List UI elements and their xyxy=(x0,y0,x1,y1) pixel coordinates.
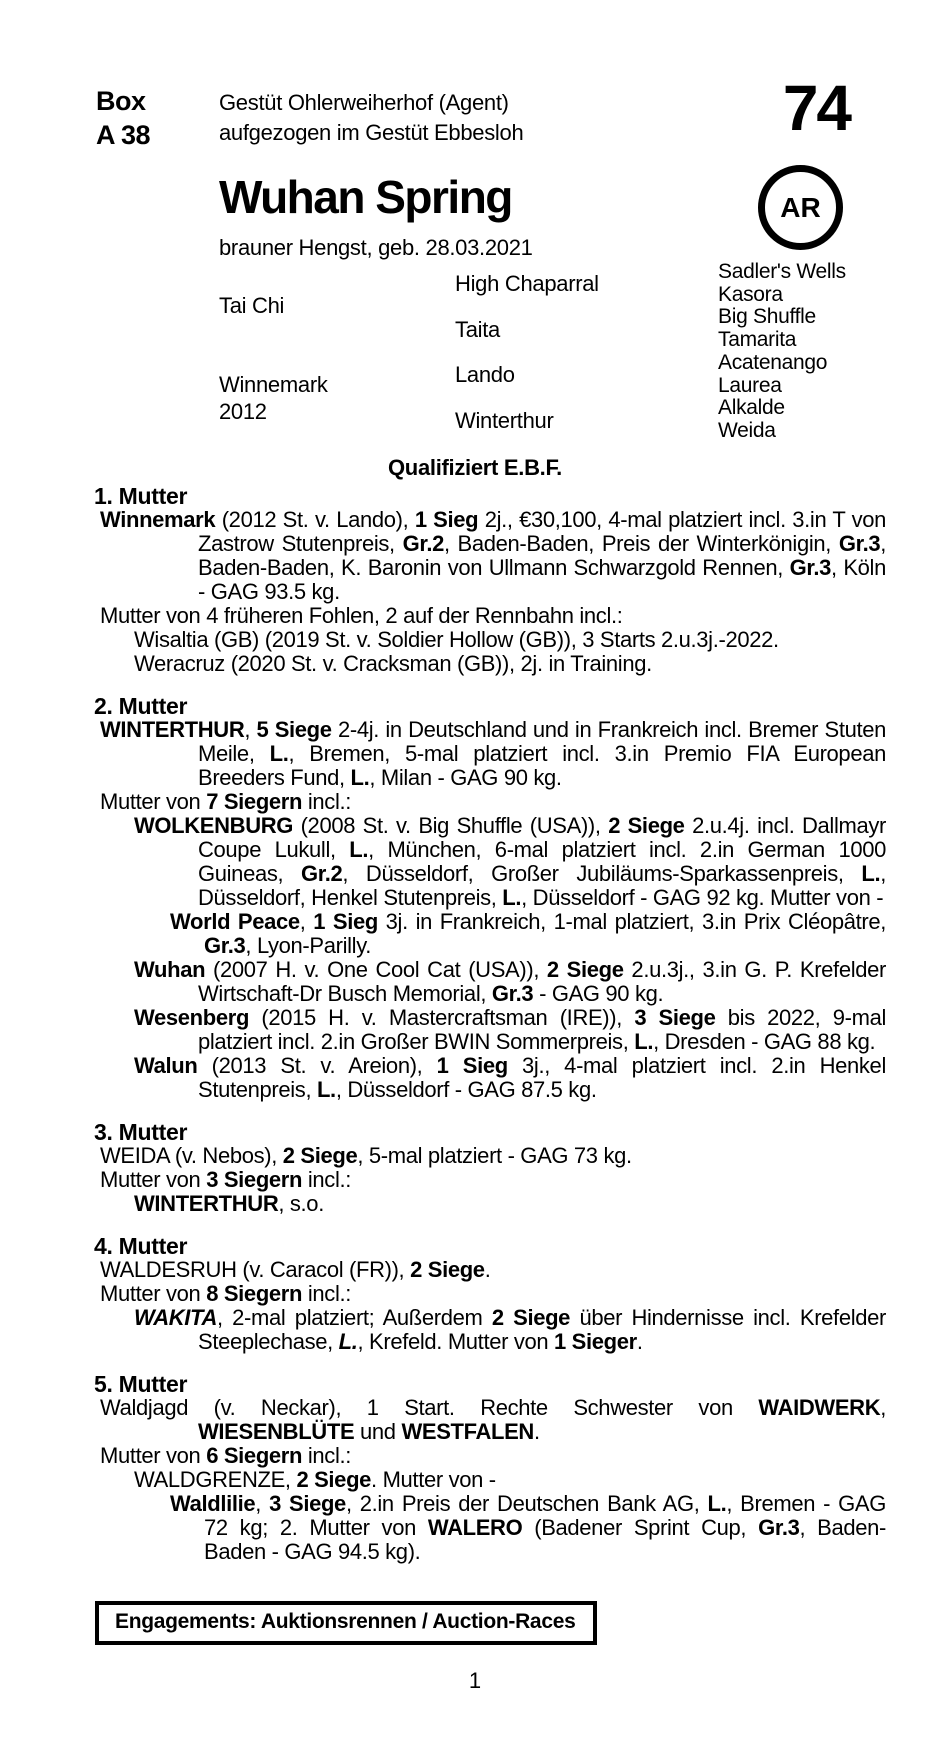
text-segment: WIESENBLÜTE xyxy=(198,1419,355,1444)
text-segment: Gr.2 xyxy=(402,531,444,556)
text-segment: , xyxy=(880,1395,886,1420)
mutter-section xyxy=(94,1371,887,1564)
pedigree-paragraph xyxy=(100,1282,886,1306)
text-segment: , Bremen, 5-mal platziert incl. 3.in Premio FIA European Breeders Fund, xyxy=(198,741,886,790)
text-segment: und xyxy=(354,1419,402,1444)
text-segment: Mutter von xyxy=(100,789,207,814)
pedigree-paragraph xyxy=(100,604,886,628)
text-segment: , xyxy=(299,909,314,934)
text-segment: . xyxy=(484,1257,491,1282)
pedigree-paragraph xyxy=(100,1306,886,1354)
brand-mark-text: AR xyxy=(780,191,821,223)
text-segment: (2007 H. v. One Cool Cat (USA)), xyxy=(205,957,547,982)
text-segment: , Baden-Baden - GAG 94.5 kg). xyxy=(204,1515,886,1564)
text-segment: L. xyxy=(350,765,370,790)
text-segment: 3j. in Frankreich, 1-mal platziert, 3.in Prix Cléopâtre, xyxy=(377,909,886,934)
qualified-note: Qualifiziert E.B.F. xyxy=(388,455,562,480)
pedigree-paragraph xyxy=(100,718,886,790)
text-segment: 2 Siege xyxy=(546,957,624,982)
pedigree-generation-2 xyxy=(455,261,599,443)
text-segment: 1 Sieg xyxy=(436,1053,508,1078)
text-segment: L. xyxy=(349,837,369,862)
brand-mark-circle-icon xyxy=(758,165,843,250)
text-segment: 2 Siege xyxy=(491,1305,571,1330)
text-segment: incl.: xyxy=(302,1443,352,1468)
text-segment: , 2-mal platziert; Außerdem xyxy=(217,1305,492,1330)
text-segment: incl.: xyxy=(302,789,352,814)
text-segment: WALERO xyxy=(427,1515,523,1540)
text-segment: WINTERTHUR xyxy=(134,1191,279,1216)
pedigree-paragraph xyxy=(100,1054,886,1102)
text-segment: Mutter von xyxy=(100,1167,207,1192)
text-segment: , Düsseldorf, Henkel Stutenpreis, xyxy=(198,861,886,910)
text-segment: 2 Siege xyxy=(608,813,685,838)
pedigree-paragraph xyxy=(100,1192,886,1216)
text-segment: . xyxy=(533,1419,540,1444)
text-segment: incl.: xyxy=(302,1167,352,1192)
text-segment: Gr.3 xyxy=(491,981,534,1006)
pedigree-ancestor: Sadler's Wells xyxy=(718,260,846,283)
mutter-section xyxy=(94,483,886,676)
text-segment: , xyxy=(244,717,257,742)
text-segment: Mutter von xyxy=(100,1281,207,1306)
text-segment: Gr.2 xyxy=(301,861,343,886)
pedigree-dam-name: Winnemark xyxy=(219,372,328,397)
box-label xyxy=(96,84,150,152)
text-segment: bis 2022, 9-mal platziert incl. 2.in Großer BWIN Sommerpreis, xyxy=(198,1005,887,1054)
text-segment: Wisaltia (GB) (2019 St. v. Soldier Hollow (GB)), 3 Starts 2.u.3j.-2022. xyxy=(134,627,779,652)
text-segment: 2-4j. in Deutschland und in Frankreich incl. Bremer Stuten Meile, xyxy=(198,717,887,766)
consignor-block xyxy=(219,88,523,148)
text-segment: , Lyon-Parilly. xyxy=(245,933,371,958)
consignor-name: Gestüt Ohlerweiherhof (Agent) xyxy=(219,90,509,115)
mutter-section xyxy=(94,693,887,1102)
text-segment: , Düsseldorf, Großer Jubiläums-Sparkassenpreis, xyxy=(342,861,862,886)
text-segment: , 2.in Preis der Deutschen Bank AG, xyxy=(345,1491,708,1516)
text-segment: 3 Siege xyxy=(634,1005,716,1030)
text-segment: L. xyxy=(707,1491,727,1516)
text-segment: WALDESRUH (v. Caracol (FR)), xyxy=(100,1257,411,1282)
text-segment: 6 Siegern xyxy=(206,1443,303,1468)
page-number: 1 xyxy=(468,1668,482,1693)
text-segment: (2008 St. v. Big Shuffle (USA)), xyxy=(293,813,609,838)
pedigree-ancestor: Acatenango xyxy=(718,350,828,374)
text-segment: Mutter von 4 früheren Fohlen, 2 auf der Rennbahn incl.: xyxy=(100,603,623,628)
pedigree-ancestor: Weida xyxy=(718,418,776,442)
mutter-sections xyxy=(94,483,887,1564)
text-segment: Waldlilie xyxy=(170,1491,256,1516)
text-segment: 3 Siegern xyxy=(206,1167,303,1192)
text-segment: 2 Siege xyxy=(410,1257,485,1282)
text-segment: , Köln - GAG 93.5 kg. xyxy=(198,555,886,604)
pedigree-paragraph xyxy=(100,1168,886,1192)
text-segment: 5 Siege xyxy=(256,717,332,742)
pedigree-paragraph xyxy=(100,628,886,652)
box-number: A 38 xyxy=(96,120,151,150)
text-segment: Walun xyxy=(134,1053,198,1078)
pedigree-paragraph xyxy=(100,652,886,676)
pedigree-ancestor: Tamarita xyxy=(718,328,797,352)
text-segment: , Düsseldorf - GAG 87.5 kg. xyxy=(335,1077,597,1102)
mutter-section xyxy=(94,1119,886,1216)
pedigree-paragraph xyxy=(100,1492,886,1564)
text-segment: , München, 6-mal platziert incl. 2.in German 1000 Guineas, xyxy=(198,837,886,886)
horse-name: Wuhan Spring xyxy=(219,171,512,223)
text-segment: WOLKENBURG xyxy=(134,813,294,838)
text-segment: , Dresden - GAG 88 kg. xyxy=(653,1029,876,1054)
text-segment: Gr.3 xyxy=(758,1515,800,1540)
text-segment: 2.u.4j. incl. Dallmayr Coupe Lukull, xyxy=(198,813,886,862)
pedigree-paragraph xyxy=(100,1396,886,1444)
text-segment: Gr.3 xyxy=(789,555,831,580)
text-segment: (2012 St. v. Lando), xyxy=(215,507,415,532)
pedigree-ancestor: Taita xyxy=(455,316,500,342)
text-segment: (2013 St. v. Areion), xyxy=(197,1053,437,1078)
text-segment: 3j., 4-mal platziert incl. 2.in Henkel Stutenpreis, xyxy=(198,1053,886,1102)
mutter-section-title: 3. Mutter xyxy=(94,1119,188,1145)
pedigree-paragraph xyxy=(100,1258,886,1282)
text-segment: L. xyxy=(634,1029,654,1054)
text-segment: Gr.3 xyxy=(204,933,246,958)
text-segment: , Baden-Baden, K. Baronin von Ullmann Schwarzgold Rennen, xyxy=(198,531,886,580)
text-segment: Weracruz (2020 St. v. Cracksman (GB)), 2j. in Training. xyxy=(134,651,652,676)
pedigree-sire: Tai Chi xyxy=(219,293,285,318)
pedigree-dam xyxy=(219,371,328,425)
pedigree-paragraph xyxy=(100,1468,886,1492)
pedigree-ancestor: High Chaparral xyxy=(455,271,599,296)
text-segment: 1 Sieger xyxy=(554,1329,637,1354)
pedigree-ancestor: Lando xyxy=(455,362,515,387)
text-segment: , s.o. xyxy=(278,1191,324,1216)
pedigree-paragraph xyxy=(100,790,886,814)
lot-number: 74 xyxy=(782,72,850,144)
text-segment: Gr.3 xyxy=(838,531,881,556)
pedigree-paragraph xyxy=(100,958,886,1006)
text-segment: , Milan - GAG 90 kg. xyxy=(369,765,562,790)
text-segment: , xyxy=(255,1491,270,1516)
text-segment: L. xyxy=(316,1077,336,1102)
pedigree-ancestor: Alkalde xyxy=(718,396,785,420)
text-segment: WAKITA xyxy=(134,1305,218,1330)
text-segment: Winnemark xyxy=(100,507,216,532)
box-label-word: Box xyxy=(96,86,146,116)
text-segment: WALDGRENZE, xyxy=(134,1467,297,1492)
pedigree-paragraph xyxy=(100,910,886,958)
text-segment: Mutter von xyxy=(100,1443,207,1468)
text-segment: Wesenberg xyxy=(134,1005,250,1030)
pedigree-generation-3 xyxy=(718,261,846,443)
text-segment: Wuhan xyxy=(134,957,206,982)
pedigree-paragraph xyxy=(100,814,886,910)
text-segment: . xyxy=(636,1329,643,1354)
text-segment: , Krefeld. Mutter von xyxy=(357,1329,555,1354)
pedigree-paragraph xyxy=(100,1006,886,1054)
mutter-section-title: 4. Mutter xyxy=(94,1233,188,1259)
text-segment: , 5-mal platziert - GAG 73 kg. xyxy=(357,1143,632,1168)
text-segment: 3 Siege xyxy=(269,1491,346,1516)
text-segment: Waldjagd (v. Neckar), 1 Start. Rechte Schwester von xyxy=(100,1395,759,1420)
text-segment: - GAG 90 kg. xyxy=(533,981,664,1006)
engagements-box: Engagements: Auktionsrennen / Auction-Races xyxy=(95,1601,597,1645)
pedigree-dam-year: 2012 xyxy=(219,399,267,424)
text-segment: L. xyxy=(502,885,522,910)
pedigree-paragraph xyxy=(100,1444,886,1468)
text-segment: WAIDWERK xyxy=(758,1395,881,1420)
text-segment: World Peace xyxy=(170,909,300,934)
text-segment: L. xyxy=(861,861,881,886)
text-segment: 1 Sieg xyxy=(313,909,378,934)
text-segment: WESTFALEN xyxy=(401,1419,534,1444)
raised-note: aufgezogen im Gestüt Ebbesloh xyxy=(219,120,524,145)
text-segment: 2.u.3j., 3.in G. P. Krefelder Wirtschaft-Dr Busch Memorial, xyxy=(198,957,886,1006)
pedigree-ancestor: Kasora xyxy=(718,282,783,306)
text-segment: 7 Siegern xyxy=(206,789,303,814)
text-segment: incl.: xyxy=(302,1281,352,1306)
text-segment: L. xyxy=(269,741,289,766)
pedigree-ancestor: Big Shuffle xyxy=(718,305,816,329)
pedigree-ancestor: Laurea xyxy=(718,373,782,397)
text-segment: L. xyxy=(338,1329,358,1354)
text-segment: WEIDA (v. Nebos), xyxy=(100,1143,283,1168)
mutter-section-title: 1. Mutter xyxy=(94,483,188,509)
text-segment: WINTERTHUR xyxy=(100,717,245,742)
text-segment: 1 Sieg xyxy=(414,507,479,532)
pedigree-paragraph xyxy=(100,508,886,604)
text-segment: , Baden-Baden, Preis der Winterkönigin, xyxy=(444,531,839,556)
text-segment: 8 Siegern xyxy=(206,1281,303,1306)
mutter-section xyxy=(94,1233,886,1354)
pedigree-paragraph xyxy=(100,1144,886,1168)
pedigree-ancestor: Winterthur xyxy=(455,407,554,433)
text-segment: 2j., €30,100, 4-mal platziert incl. 3.in T von Zastrow Stutenpreis, xyxy=(198,507,886,556)
text-segment: . Mutter von - xyxy=(371,1467,496,1492)
mutter-section-title: 2. Mutter xyxy=(94,693,188,719)
text-segment: (2015 H. v. Mastercraftsman (IRE)), xyxy=(249,1005,635,1030)
text-segment: 2 Siege xyxy=(296,1467,372,1492)
mutter-section-title: 5. Mutter xyxy=(94,1371,188,1397)
horse-details: brauner Hengst, geb. 28.03.2021 xyxy=(219,235,533,260)
text-segment: (Badener Sprint Cup, xyxy=(522,1515,759,1540)
text-segment: , Düsseldorf - GAG 92 kg. Mutter von - xyxy=(521,885,884,910)
text-segment: über Hindernisse incl. Krefelder Steeplechase, xyxy=(198,1305,886,1354)
text-segment: , Bremen - GAG 72 kg; 2. Mutter von xyxy=(204,1491,887,1540)
text-segment: 2 Siege xyxy=(282,1143,358,1168)
